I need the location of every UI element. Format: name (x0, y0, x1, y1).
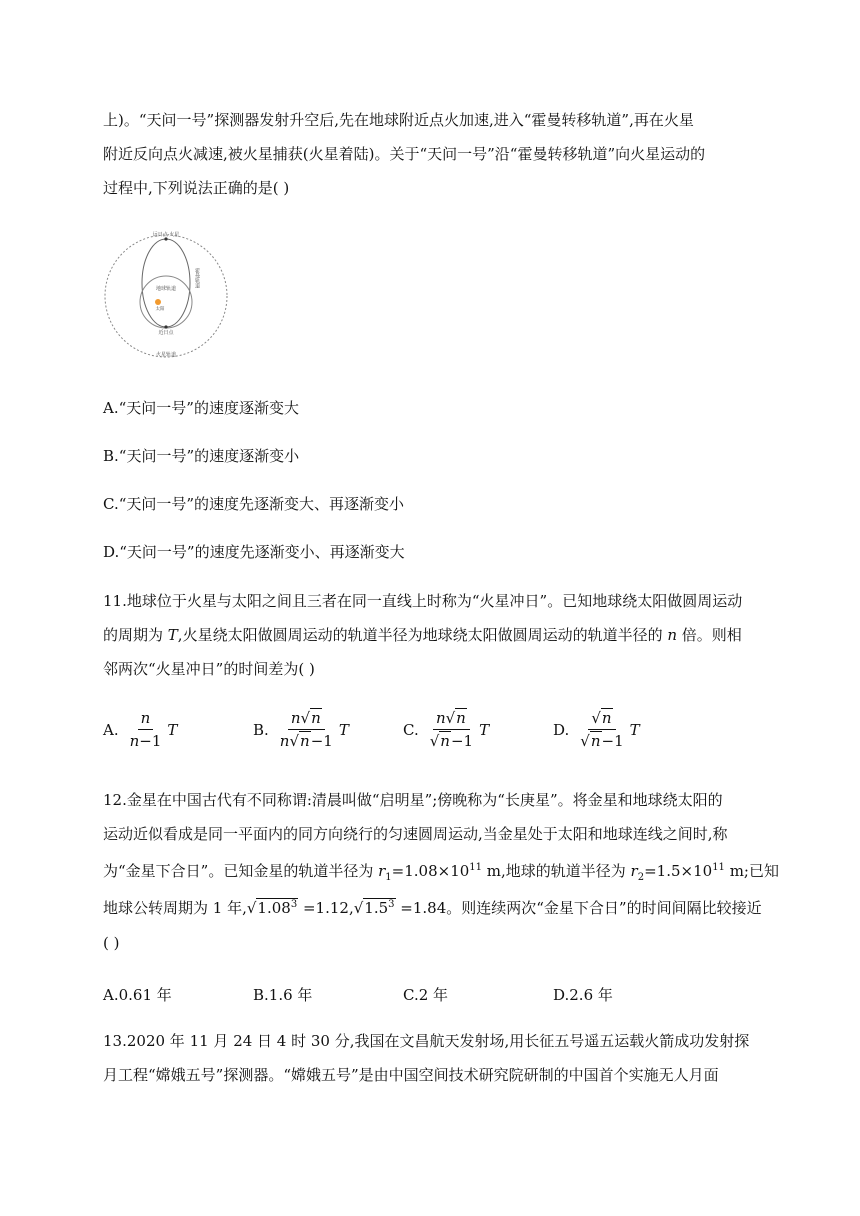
top-point-label: 远日点·火星 (152, 232, 180, 238)
q13-line-2: 月工程“嫦娥五号”探测器。“嫦娥五号”是由中国空间技术研究院研制的中国首个实施无人月面 (103, 1066, 719, 1084)
minus-one: −1 (450, 732, 474, 750)
q12-option-d: D.2.6 年 (553, 986, 613, 1004)
q11-line-3: 邻两次“火星冲日”的时间差为( ) (103, 660, 315, 678)
q12-line-3 (103, 858, 779, 888)
q10-option-b: B.“天问一号”的速度逐渐变小 (103, 447, 300, 465)
sub-2: 2 (637, 872, 645, 883)
sun-icon (155, 299, 161, 305)
q11-var-n: n (667, 626, 678, 644)
radicand-1: 1.08 (257, 899, 291, 917)
q12-line-5: ( ) (103, 934, 120, 952)
earth-orbit-label: 地球轨道 (155, 286, 177, 292)
fraction: $\frac{n√n}{√n-1}$ (429, 709, 474, 750)
q12-line-4: 地球公转周期为 1 年$,√1.08^3 =1.12,√1.5^3 =1.84$。则连续两次“金星下合日”的时间间隔比较接近 (103, 899, 762, 917)
fraction: $\frac{√n}{√n-1}$ (580, 709, 624, 750)
q11-option-d (553, 708, 640, 751)
q11-text: 倍。则相 (677, 626, 742, 644)
option-label: B. (253, 720, 269, 739)
orbit-diagram (100, 222, 232, 366)
period-T: T (167, 720, 178, 739)
fraction (127, 708, 165, 751)
q11-text: 的周期为 (103, 626, 168, 644)
sqrt-n: n (440, 732, 450, 750)
option-label: C. (403, 720, 419, 739)
q11-option-b (253, 708, 349, 751)
q10-option-c: C.“天问一号”的速度先逐渐变大、再逐渐变小 (103, 495, 405, 513)
numerator-n: n (435, 709, 446, 727)
q12-text: =1.08×10 (391, 862, 470, 880)
q11-option-c (403, 708, 489, 751)
minus-one: −1 (601, 732, 624, 750)
var-r2: r (630, 862, 638, 880)
option-label: A. (103, 720, 119, 739)
sqrt-n: n (601, 709, 612, 727)
exp-11: 11 (712, 862, 725, 873)
mars-orbit-circle (105, 235, 227, 357)
exp-11: 11 (469, 862, 483, 873)
q11-line-2 (103, 625, 742, 645)
intro-line-3: 过程中,下列说法正确的是( ) (103, 179, 290, 197)
q10-option-d: D.“天问一号”的速度先逐渐变小、再逐渐变大 (103, 543, 405, 561)
denominator-n: n (129, 732, 140, 750)
q13-line-1: 13.2020 年 11 月 24 日 4 时 30 分,我国在文昌航天发射场,用长征五号遥五运载火箭成功发射探 (103, 1032, 750, 1050)
q12-line-2: 运动近似看成是同一平面内的同方向绕行的匀速圆周运动,当金星处于太阳和地球连线之间时,称 (103, 825, 728, 843)
hohmann-orbit-ellipse (142, 239, 190, 327)
q11-line-1: 11.地球位于火星与太阳之间且三者在同一直线上时称为“火星冲日”。已知地球绕太阳做圆周运动 (103, 592, 743, 610)
q12-text: m;已知 (724, 862, 779, 880)
sqrt-n: n (311, 709, 321, 727)
power-3: 3 (388, 899, 395, 910)
numerator-n: n (140, 709, 151, 727)
q12-option-c: C.2 年 (403, 986, 449, 1004)
q12-line-1: 12.金星在中国古代有不同称谓:清晨叫做“启明星”;傍晚称为“长庚星”。将金星和地球绕太阳的 (103, 791, 723, 809)
var-r1: r (378, 862, 386, 880)
period-T: T (629, 720, 640, 739)
earth-orbit-circle (140, 276, 192, 328)
q12-text: =1.5×10 (644, 862, 713, 880)
sqrt-n: n (300, 732, 310, 750)
sun-label: 太阳 (155, 307, 165, 312)
intro-line-1: 上)。“天问一号”探测器发射升空后,先在地球附近点火加速,进入“霍曼转移轨道”,再在火星 (103, 111, 694, 129)
minus-one: −1 (139, 732, 162, 750)
period-T: T (479, 720, 490, 739)
q12-text: 地球公转周期为 1 年, (103, 899, 247, 917)
q12-text: 为“金星下合日”。已知金星的轨道半径为 (103, 862, 379, 880)
q11-option-a (103, 708, 177, 751)
earth-point-icon (164, 325, 167, 328)
q10-option-a: A.“天问一号”的速度逐渐变大 (103, 399, 299, 417)
q12-option-b: B.1.6 年 (253, 986, 313, 1004)
numerator-n: n (290, 709, 301, 727)
radicand-2: 1.5 (364, 899, 389, 917)
sqrt-n: n (456, 709, 466, 727)
q12-option-a: A.0.61 年 (103, 986, 172, 1004)
sqrt-n: n (590, 732, 601, 750)
q11-var-T: T (167, 626, 178, 644)
q12-text: m,地球的轨道半径为 (482, 862, 631, 880)
mars-orbit-label: 火星轨道 (155, 352, 177, 358)
sub-1: 1 (385, 872, 392, 883)
q12-text: =1.84。则连续两次“金星下合日”的时间间隔比较接近 (395, 899, 762, 917)
q12-text: =1.12, (298, 899, 354, 917)
option-label: D. (553, 720, 570, 739)
period-T: T (338, 720, 349, 739)
q12-options (103, 984, 703, 1004)
intro-line-2: 附近反向点火减速,被火星捕获(火星着陆)。关于“天问一号”沿“霍曼转移轨道”向火星运动的 (103, 145, 706, 163)
perihelion-label: 近日点 (158, 330, 174, 336)
orbit-diagram-svg (100, 222, 232, 366)
denominator-n: n (279, 732, 290, 750)
fraction: $\frac{n√n}{n√n-1}$ (279, 709, 333, 750)
power-3: 3 (290, 899, 298, 910)
minus-one: −1 (310, 732, 333, 750)
q11-text: ,火星绕太阳做圆周运动的轨道半径为地球绕太阳做圆周运动的轨道半径的 (177, 626, 668, 644)
hohmann-orbit-label: 霍曼轨道 (194, 268, 200, 288)
